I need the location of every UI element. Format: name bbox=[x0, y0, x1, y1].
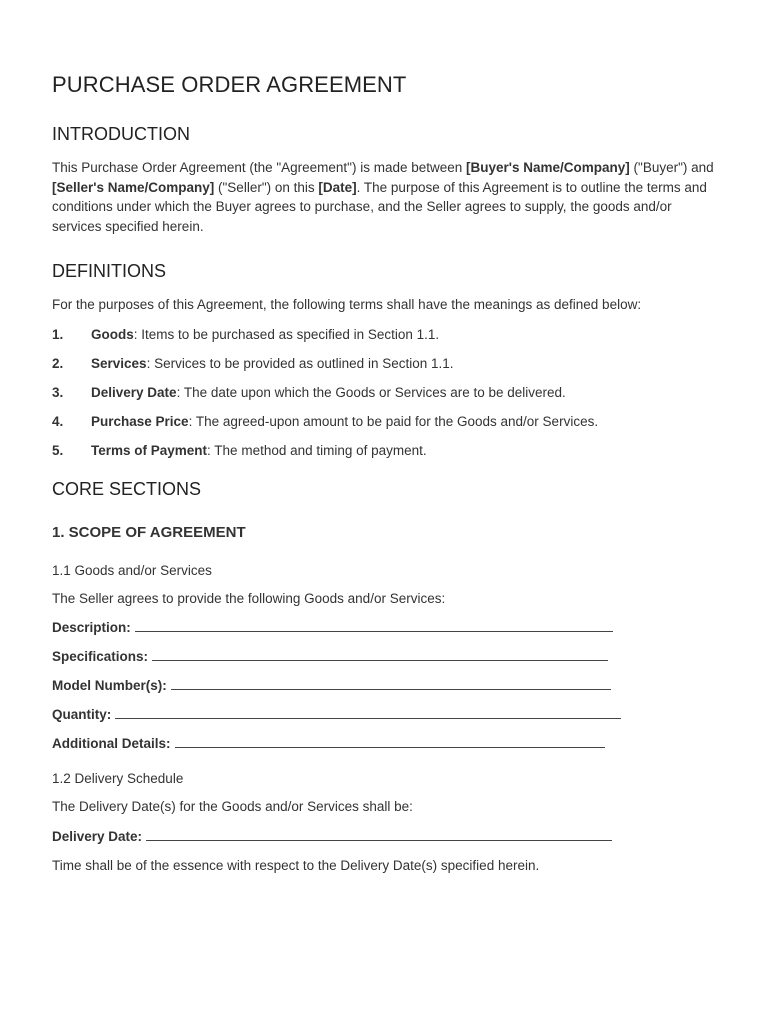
definition-text: : The method and timing of payment. bbox=[207, 442, 427, 458]
list-number: 1. bbox=[52, 326, 64, 342]
introduction-heading: INTRODUCTION bbox=[52, 124, 190, 144]
description-blank-line[interactable] bbox=[135, 619, 613, 632]
intro-text-3: ("Seller") on this bbox=[214, 179, 319, 195]
buyer-placeholder: [Buyer's Name/Company] bbox=[466, 160, 630, 175]
document-title: PURCHASE ORDER AGREEMENT bbox=[52, 72, 407, 97]
list-item bbox=[52, 441, 724, 460]
goods-services-heading: 1.1 Goods and/or Services bbox=[52, 562, 212, 578]
list-number: 5. bbox=[52, 442, 64, 458]
definition-term: Terms of Payment bbox=[91, 442, 208, 458]
additional-details-blank-line[interactable] bbox=[175, 735, 605, 748]
model-number-blank-line[interactable] bbox=[171, 677, 611, 690]
delivery-date-field[interactable] bbox=[52, 827, 724, 846]
definition-term: Purchase Price bbox=[91, 413, 189, 429]
core-sections-heading: CORE SECTIONS bbox=[52, 478, 202, 499]
model-number-field[interactable] bbox=[52, 676, 724, 695]
quantity-field[interactable] bbox=[52, 705, 724, 724]
delivery-date-blank-line[interactable] bbox=[146, 828, 612, 841]
intro-text-2: ("Buyer") and bbox=[629, 160, 714, 175]
list-item bbox=[52, 412, 724, 431]
delivery-schedule-heading: 1.2 Delivery Schedule bbox=[52, 771, 184, 786]
list-number: 4. bbox=[52, 413, 64, 429]
specifications-field[interactable] bbox=[52, 647, 724, 666]
definition-term: Services bbox=[91, 355, 147, 371]
definitions-heading: DEFINITIONS bbox=[52, 261, 167, 281]
list-item bbox=[52, 325, 724, 344]
quantity-label: Quantity: bbox=[52, 707, 112, 722]
specifications-blank-line[interactable] bbox=[152, 648, 608, 661]
definitions-intro: For the purposes of this Agreement, the following terms shall have the meanings as defined below: bbox=[52, 297, 642, 312]
additional-details-field[interactable] bbox=[52, 734, 724, 753]
specifications-label: Specifications: bbox=[52, 649, 149, 664]
list-item bbox=[52, 354, 724, 373]
seller-placeholder: [Seller's Name/Company] bbox=[52, 179, 215, 195]
date-placeholder: [Date] bbox=[318, 179, 357, 195]
intro-text-1: This Purchase Order Agreement (the "Agreement") is made between bbox=[52, 160, 467, 175]
definition-term: Goods bbox=[91, 326, 134, 342]
document-body bbox=[52, 68, 724, 875]
introduction-paragraph bbox=[52, 158, 724, 236]
goods-services-intro: The Seller agrees to provide the following Goods and/or Services: bbox=[52, 590, 446, 606]
additional-details-label: Additional Details: bbox=[52, 736, 171, 751]
definition-text: : The date upon which the Goods or Services are to be delivered. bbox=[176, 384, 566, 400]
definition-term: Delivery Date bbox=[91, 384, 177, 400]
scope-heading: 1. SCOPE OF AGREEMENT bbox=[52, 523, 246, 541]
quantity-blank-line[interactable] bbox=[115, 706, 621, 719]
list-number: 2. bbox=[52, 355, 64, 371]
delivery-schedule-intro: The Delivery Date(s) for the Goods and/or Services shall be: bbox=[52, 799, 413, 814]
model-number-label: Model Number(s): bbox=[52, 678, 167, 693]
time-essence-paragraph: Time shall be of the essence with respect to the Delivery Date(s) specified herein. bbox=[52, 857, 540, 873]
definition-text: : The agreed-upon amount to be paid for the Goods and/or Services. bbox=[188, 413, 599, 429]
definition-text: : Services to be provided as outlined in Section 1.1. bbox=[146, 355, 454, 371]
delivery-date-label: Delivery Date: bbox=[52, 828, 143, 844]
definition-text: : Items to be purchased as specified in Section 1.1. bbox=[133, 326, 440, 342]
list-item bbox=[52, 383, 724, 402]
description-field[interactable] bbox=[52, 618, 724, 637]
intro-text-4: . The purpose of this Agreement is to outline the terms and conditions under which the Buyer agrees to purchase, and the Seller agrees to supply, the goods and/or services specified herein. bbox=[52, 179, 707, 234]
list-number: 3. bbox=[52, 384, 64, 400]
description-label: Description: bbox=[52, 620, 131, 635]
definitions-list bbox=[52, 325, 724, 460]
